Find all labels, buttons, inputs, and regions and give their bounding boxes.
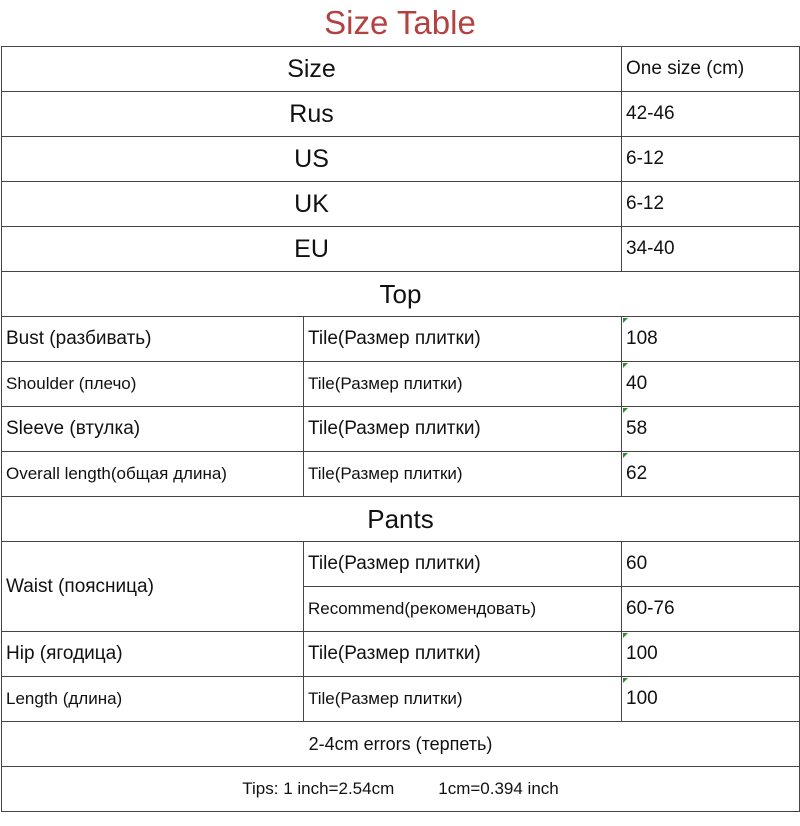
measure-type: Tile(Размер плитки) <box>304 452 622 497</box>
measure-value-cell <box>622 407 800 452</box>
measure-label: Shoulder (плечо) <box>2 362 304 407</box>
size-value: 34-40 <box>622 227 800 272</box>
measure-value: 100 <box>626 643 658 664</box>
top-row-shoulder <box>2 362 800 407</box>
tips-row <box>2 767 800 812</box>
size-value: 42-46 <box>622 92 800 137</box>
measure-label: Waist (поясница) <box>2 542 304 632</box>
size-value: 6-12 <box>622 182 800 227</box>
size-row-rus <box>2 92 800 137</box>
pants-row-waist-tile <box>2 542 800 587</box>
measure-label: Overall length(общая длина) <box>2 452 304 497</box>
size-row-uk <box>2 182 800 227</box>
measure-value-cell <box>622 632 800 677</box>
measure-type: Tile(Размер плитки) <box>304 632 622 677</box>
pants-row-hip <box>2 632 800 677</box>
measure-type: Tile(Размер плитки) <box>304 542 622 587</box>
measure-value-cell <box>622 452 800 497</box>
top-row-overall-length <box>2 452 800 497</box>
green-corner-marker <box>623 318 628 323</box>
top-section-row <box>2 272 800 317</box>
header-row <box>2 47 800 92</box>
measure-type: Tile(Размер плитки) <box>304 407 622 452</box>
size-label: EU <box>2 227 622 272</box>
pants-section-row <box>2 497 800 542</box>
measure-label: Length (длина) <box>2 677 304 722</box>
pants-row-length <box>2 677 800 722</box>
measure-label: Bust (разбивать) <box>2 317 304 362</box>
error-note-row <box>2 722 800 767</box>
measure-value-cell <box>622 677 800 722</box>
page-title: Size Table <box>324 4 476 41</box>
measure-value-cell <box>622 362 800 407</box>
green-corner-marker <box>623 633 628 638</box>
pants-heading: Pants <box>2 497 800 542</box>
measure-label: Hip (ягодица) <box>2 632 304 677</box>
tips-cm: 1cm=0.394 inch <box>438 779 559 798</box>
top-heading: Top <box>2 272 800 317</box>
green-corner-marker <box>623 408 628 413</box>
measure-value: 62 <box>626 463 648 484</box>
size-label: US <box>2 137 622 182</box>
green-corner-marker <box>623 678 628 683</box>
size-header: Size <box>2 47 622 92</box>
measure-value: 58 <box>626 418 648 439</box>
measure-value: 40 <box>626 373 648 394</box>
size-row-eu <box>2 227 800 272</box>
measure-value-cell <box>622 317 800 362</box>
measure-value: 108 <box>626 328 658 349</box>
measure-value: 60-76 <box>622 587 800 632</box>
size-label: Rus <box>2 92 622 137</box>
measure-type: Tile(Размер плитки) <box>304 362 622 407</box>
green-corner-marker <box>623 453 628 458</box>
tips-cell <box>2 767 800 812</box>
measure-type: Tile(Размер плитки) <box>304 317 622 362</box>
one-size-header: One size (cm) <box>622 47 800 92</box>
measure-type: Tile(Размер плитки) <box>304 677 622 722</box>
size-value: 6-12 <box>622 137 800 182</box>
size-table <box>1 46 800 812</box>
size-row-us <box>2 137 800 182</box>
measure-value: 60 <box>622 542 800 587</box>
top-row-bust <box>2 317 800 362</box>
tips-inch: Tips: 1 inch=2.54cm <box>242 779 395 798</box>
measure-type: Recommend(рекомендовать) <box>304 587 622 632</box>
error-note: 2-4cm errors (терпеть) <box>2 722 800 767</box>
measure-value: 100 <box>626 688 658 709</box>
measure-label: Sleeve (втулка) <box>2 407 304 452</box>
top-row-sleeve <box>2 407 800 452</box>
size-label: UK <box>2 182 622 227</box>
green-corner-marker <box>623 363 628 368</box>
